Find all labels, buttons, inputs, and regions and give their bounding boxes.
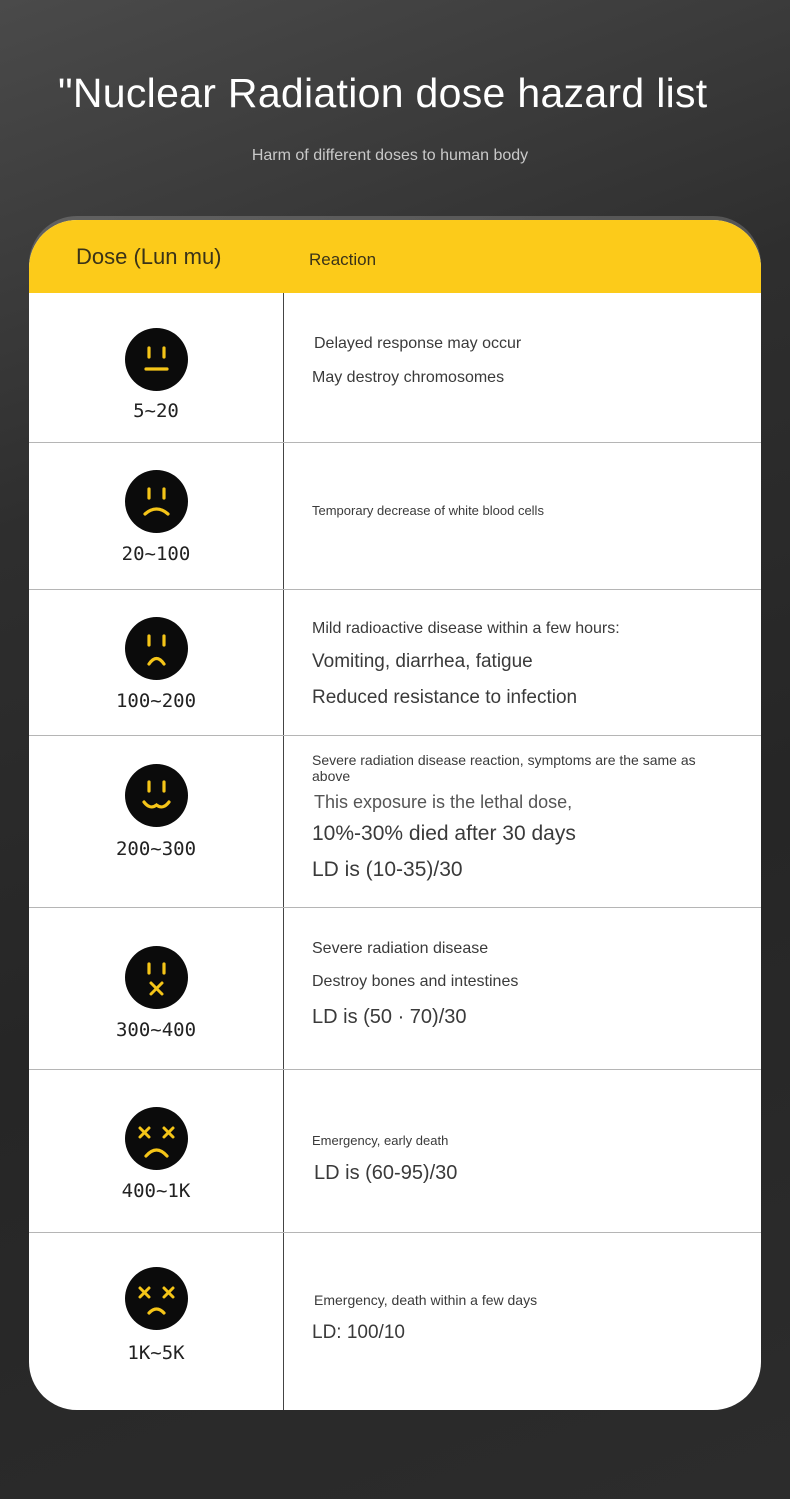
neutral-face-icon — [125, 328, 188, 391]
table-header — [29, 220, 761, 293]
dose-cell — [29, 908, 283, 1069]
dose-cell — [29, 1233, 283, 1410]
reaction-text: LD is (10-35)/30 — [312, 858, 463, 881]
dose-cell — [29, 736, 283, 907]
dose-value: 5~20 — [133, 400, 179, 422]
reaction-column-header: Reaction — [309, 250, 377, 269]
table-row — [29, 1070, 761, 1233]
reaction-text: 10%-30% died after 30 days — [312, 822, 576, 845]
table-row — [29, 736, 761, 908]
reaction-text: LD is (60-95)/30 — [314, 1162, 458, 1184]
wavy-mouth-face-icon — [125, 764, 188, 827]
reaction-text: Temporary decrease of white blood cells — [312, 503, 544, 518]
frown-face-icon — [125, 617, 188, 680]
table-row — [29, 590, 761, 736]
reaction-text: Emergency, early death — [312, 1133, 449, 1148]
reaction-text: Destroy bones and intestines — [312, 973, 519, 990]
table-row — [29, 908, 761, 1070]
reaction-text: Severe radiation disease — [312, 940, 489, 957]
dose-cell — [29, 293, 283, 442]
table-row — [29, 1233, 761, 1410]
dose-column-header: Dose (Lun mu) — [76, 244, 222, 269]
x-eyes-face-icon — [125, 1107, 188, 1170]
dose-cell — [29, 590, 283, 735]
reaction-text: Emergency, death within a few days — [314, 1292, 538, 1308]
dose-value: 300~400 — [115, 1019, 197, 1041]
reaction-text: Reduced resistance to infection — [312, 687, 578, 708]
dose-value: 100~200 — [115, 690, 197, 712]
reaction-text: Mild radioactive disease within a few hours: — [312, 620, 620, 637]
dose-cell — [29, 1070, 283, 1232]
dose-value: 200~300 — [115, 838, 197, 860]
table-row — [29, 443, 761, 590]
x-eyes-frown-face-icon — [125, 1267, 188, 1330]
reaction-text: Severe radiation disease reaction, symptoms are the same as above — [312, 752, 696, 784]
x-mouth-face-icon — [125, 946, 188, 1009]
dose-value: 400~1K — [121, 1180, 191, 1202]
reaction-text: LD: 100/10 — [312, 1322, 405, 1343]
reaction-text: Delayed response may occur — [314, 335, 522, 352]
page-subtitle: Harm of different doses to human body — [251, 147, 529, 164]
dose-cell — [29, 443, 283, 589]
table-row — [29, 293, 761, 443]
page-title: "Nuclear Radiation dose hazard list — [58, 70, 708, 116]
hazard-table — [29, 220, 761, 1410]
dose-value: 20~100 — [121, 543, 191, 565]
reaction-text: Vomiting, diarrhea, fatigue — [312, 651, 533, 672]
dose-value: 1K~5K — [127, 1342, 185, 1364]
slight-frown-face-icon — [125, 470, 188, 533]
reaction-text: This exposure is the lethal dose, — [314, 792, 573, 812]
reaction-text: May destroy chromosomes — [312, 369, 505, 386]
reaction-text: LD is (50 · 70)/30 — [312, 1006, 467, 1028]
